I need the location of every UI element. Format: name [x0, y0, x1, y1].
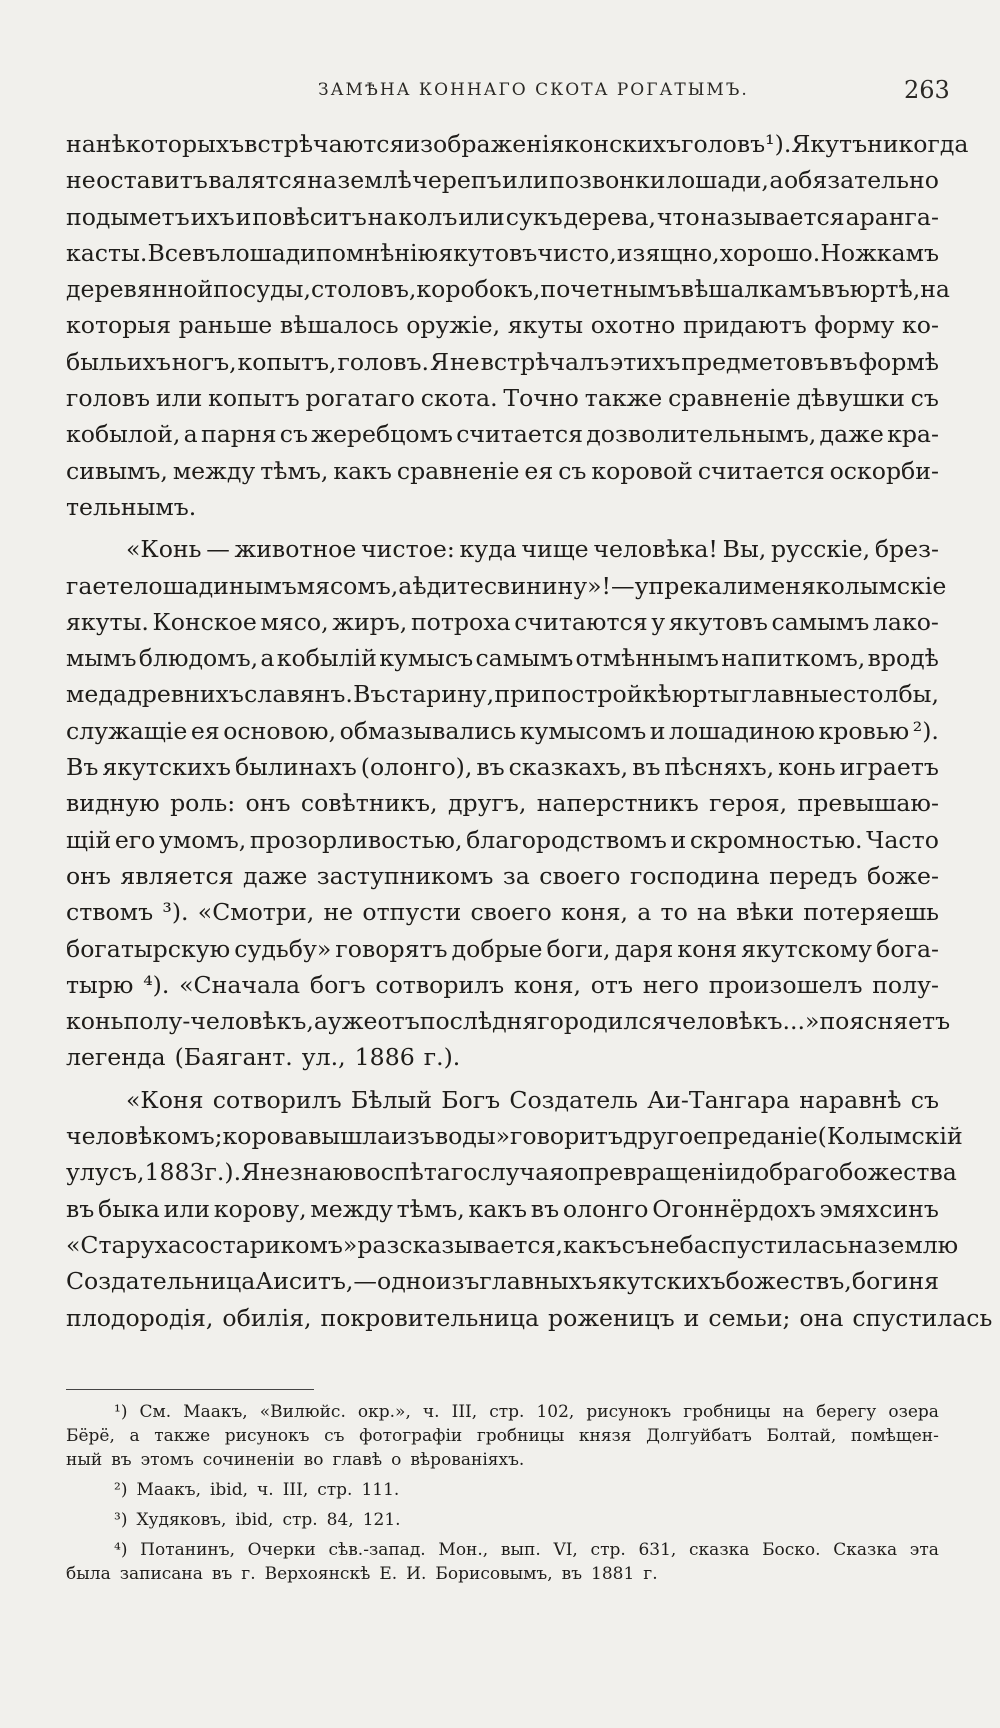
running-head	[0, 74, 1000, 104]
text-line: «Конь — животное чистое: куда чище человѣка! Вы, русскіе, брез-	[126, 535, 939, 564]
paragraph	[66, 1082, 993, 1336]
footnote	[66, 1400, 939, 1472]
footnote	[66, 1508, 939, 1532]
running-title: ЗАМѢНА КОННАГО СКОТА РОГАТЫМЪ.	[318, 80, 749, 100]
text-line: быльихъ ногъ, копытъ, головъ. Я не встрѣчалъ этихъ предметовъ въ формѣ	[66, 347, 939, 376]
footnotes	[66, 1400, 939, 1586]
text-line: кобылой, а парня съ жеребцомъ считается дозволительнымъ, даже кра-	[66, 420, 939, 449]
text-line: ¹) См. Маакъ, «Вилюйс. окр.», ч. III, стр. 102, рисунокъ гробницы на берегу озера	[114, 1402, 939, 1422]
text-line: ⁴) Потанинъ, Очерки сѣв.-запад. Мон., вып. VI, стр. 631, сказка Боско. Сказка эта	[114, 1540, 939, 1560]
text-line: которыя раньше вѣшалось оружіе, якуты охотно придаютъ форму ко-	[66, 311, 939, 340]
text-line: онъ является даже заступникомъ за своего господина передъ боже-	[66, 861, 939, 890]
text-line: щій его умомъ, прозорливостью, благородствомъ и скромностью. Часто	[66, 825, 939, 854]
text-line: богатырскую судьбу» говорятъ добрые боги, даря коня якутскому бога-	[66, 934, 939, 963]
text-line: на нѣкоторыхъ встрѣчаются изображенія конскихъ головъ ¹). Якутъ никогда	[66, 130, 969, 158]
text-line: видную роль: онъ совѣтникъ, другъ, наперстникъ героя, превышаю-	[66, 789, 939, 818]
text-line: улусъ, 1883 г.). Я не знаю воспѣтаго случая о превращеніи добраго божества	[66, 1158, 957, 1187]
text-line: Бёрё, а также рисунокъ съ фотографіи гробницы князя Долгуйбатъ Болтай, помѣщен-	[66, 1426, 939, 1446]
text-line: человѣкомъ; корова вышла изъ воды» говоритъ другое преданіе (Колымскій	[66, 1122, 963, 1151]
text-line: тырю ⁴). «Сначала богъ сотворилъ коня, отъ него произошелъ полу-	[66, 970, 939, 999]
text-line: гаете лошадинымъ мясомъ, а ѣдите свинину»!—упрекали меня колымскіе	[66, 571, 947, 600]
text-line: касты. Все въ лошади по мнѣнію якутовъ чисто, изящно, хорошо. Ножкамъ	[66, 238, 939, 267]
text-line: головъ или копытъ рогатаго скота. Точно также сравненіе дѣвушки съ	[66, 384, 939, 413]
paragraph	[66, 126, 969, 525]
text-line: была записана въ г. Верхоянскѣ Е. И. Борисовымъ, въ 1881 г.	[66, 1564, 658, 1584]
text-line: якуты. Конское мясо, жиръ, потроха считаются у якутовъ самымъ лако-	[66, 607, 939, 636]
text-line: Создательница Аиситъ,—одно изъ главныхъ якутскихъ божествъ, богиня	[66, 1267, 939, 1296]
main-text	[66, 126, 993, 1336]
footnote	[66, 1538, 939, 1586]
text-line: ³) Худяковъ, ibid, стр. 84, 121.	[114, 1510, 401, 1530]
text-line: въ быка или корову, между тѣмъ, какъ въ олонго Огоннёрдохъ эмяхсинъ	[66, 1194, 939, 1223]
text-line: конь полу-человѣкъ, а уже отъ послѣдняго родился человѣкъ...» поясняетъ	[66, 1007, 951, 1036]
text-line: легенда (Баягант. ул., 1886 г.).	[66, 1043, 461, 1072]
text-line: ный въ этомъ сочиненіи во главѣ о вѣрованіяхъ.	[66, 1450, 525, 1470]
text-line: «Старуха со старикомъ» разсказывается, какъ съ неба спустилась на землю	[66, 1230, 959, 1259]
text-line: мымъ блюдомъ, а кобылій кумысъ самымъ отмѣннымъ напиткомъ, вродѣ	[66, 644, 939, 673]
text-line: подыметъ ихъ и повѣситъ на колъ или сукъ дерева, что называется аранга-	[66, 202, 939, 231]
text-line: ²) Маакъ, ibid, ч. III, стр. 111.	[114, 1480, 400, 1500]
text-line: Въ якутскихъ былинахъ (олонго), въ сказкахъ, въ пѣсняхъ, конь играетъ	[66, 753, 939, 782]
text-line: тельнымъ.	[66, 492, 197, 521]
text-line: меда древнихъ славянъ. Въ старину, при постройкѣ юрты главные столбы,	[66, 680, 939, 709]
text-line: ствомъ ³). «Смотри, не отпусти своего коня, а то на вѣки потеряешь	[66, 898, 939, 927]
text-line: деревянной посуды, столовъ, коробокъ, почетнымъ вѣшалкамъ въ юртѣ, на	[66, 275, 950, 304]
page-number: 263	[904, 76, 950, 104]
footnote-rule	[66, 1389, 314, 1390]
text-line: сивымъ, между тѣмъ, какъ сравненіе ея съ коровой считается оскорби-	[66, 456, 939, 485]
text-line: не оставитъ валятся на землѣ черепъ или позвонки лошади, а обязательно	[66, 166, 939, 195]
footnote	[66, 1478, 939, 1502]
text-line: плодородія, обилія, покровительница роженицъ и семьи; она спустилась	[66, 1303, 993, 1332]
text-line: служащіе ея основою, обмазывались кумысомъ и лошадиною кровью ²).	[66, 716, 939, 745]
text-line: «Коня сотворилъ Бѣлый Богъ Создатель Аи-Тангара наравнѣ съ	[126, 1085, 939, 1114]
paragraph	[66, 531, 951, 1075]
